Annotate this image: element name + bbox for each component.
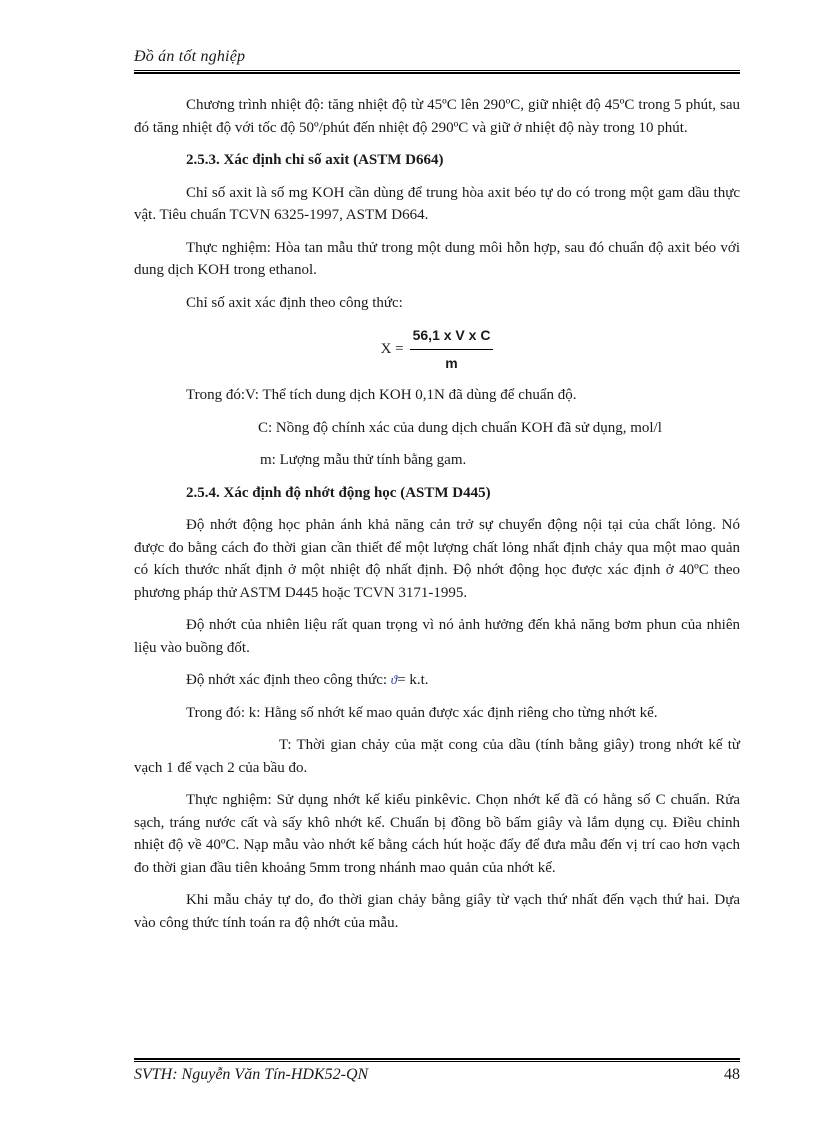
- page-header-title: Đồ án tốt nghiệp: [134, 48, 246, 65]
- formula-fraction: [410, 324, 494, 374]
- paragraph-viscosity-formula: [134, 669, 740, 692]
- where-item-c: C: Nồng độ chính xác của dung dịch chuẩn KOH đã sử dụng, mol/l: [258, 419, 662, 436]
- where-item-v: Trong đó:V: Thể tích dung dịch KOH 0,1N đã dùng để chuẩn độ.: [186, 387, 577, 403]
- paragraph-acid-number-definition: Chỉ số axit là số mg KOH cần dùng để trung hòa axit béo tự do có trong một gam dầu thực vật. Tiêu chuẩn TCVN 6325-1997, ASTM D664.: [134, 184, 740, 223]
- where-item-m: m: Lượng mẫu thử tính bằng gam.: [260, 452, 467, 468]
- paragraph-viscosity-importance: Độ nhớt của nhiên liệu rất quan trọng vì nó ảnh hưởng đến khả năng bơm phun của nhiên liệu vào buồng đốt.: [134, 617, 740, 656]
- where-item-k: Trong đó: k: Hằng số nhớt kế mao quản được xác định riêng cho từng nhớt kế.: [186, 704, 658, 721]
- footer-rule: [134, 1058, 740, 1062]
- page-number: 48: [724, 1066, 740, 1083]
- header-rule: [134, 70, 740, 74]
- paragraph-viscosity-measure: Khi mẫu chảy tự do, đo thời gian chảy bằng giây từ vạch thứ nhất đến vạch thứ hai. Dựa vào công thức tính toán ra độ nhớt của mẫu.: [134, 892, 740, 931]
- paragraph-temperature-program: Chương trình nhiệt độ: tăng nhiệt độ từ 45ºC lên 290ºC, giữ nhiệt độ 45ºC trong 5 phút, sau đó tăng nhiệt độ với tốc độ 50º/phút đến nhiệt độ 290ºC và giữ ở nhiệt độ này trong 10 phút.: [134, 97, 740, 136]
- section-heading-2-5-3: 2.5.3. Xác định chỉ số axit (ASTM D664): [186, 152, 444, 168]
- section-heading-2-5-4: 2.5.4. Xác định độ nhớt động học (ASTM D445): [186, 484, 491, 501]
- page-content: [134, 94, 740, 944]
- paragraph-viscosity-definition: Độ nhớt động học phản ánh khả năng cản trở sự chuyển động nội tại của chất lỏng. Nó được đo bằng cách đo thời gian cần thiết để một lượng chất lỏng nhất định chảy qua một mao quản có kích thước nhất định ở một nhiệt độ nhất định. Độ nhớt động học được xác định ở 40ºC theo phương pháp thử ASTM D445 hoặc TCVN 3171-1995.: [134, 517, 740, 601]
- viscosity-formula-suffix: = k.t.: [397, 672, 429, 688]
- viscosity-symbol: ϑ: [390, 672, 398, 687]
- paragraph-viscosity-experiment: Thực nghiệm: Sử dụng nhớt kế kiểu pinkêvic. Chọn nhớt kế đã có hằng số C chuẩn. Rửa sạch, tráng nước cất và sấy khô nhớt kế. Chuẩn bị đồng bồ bấm giây và lắm dụng cụ. Điều chỉnh nhiệt độ về 40ºC. Nạp mẫu vào nhớt kế bằng cách hút hoặc đẩy để đưa mẫu đến vị trí cao hơn vạch đo thời gian đầu tiên khoảng 5mm trong nhánh mao quản của nhớt kế.: [134, 792, 740, 876]
- formula-lhs: X =: [380, 340, 404, 357]
- acid-number-formula: [134, 324, 740, 374]
- paragraph-acid-experiment: Thực nghiệm: Hòa tan mẫu thử trong một dung môi hỗn hợp, sau đó chuẩn độ axit béo với dung dịch KOH trong ethanol.: [134, 239, 740, 278]
- viscosity-formula-prefix: Độ nhớt xác định theo công thức:: [186, 672, 391, 688]
- footer-author: SVTH: Nguyễn Văn Tín-HDK52-QN: [134, 1066, 369, 1083]
- formula-denominator: m: [445, 354, 458, 371]
- where-item-t: T: Thời gian chảy của mặt cong của dầu (tính bằng giây) trong nhớt kế từ vạch 1 để vạch 2 của bầu đo.: [134, 737, 740, 776]
- formula-numerator: 56,1 x V x C: [412, 327, 491, 343]
- paragraph-acid-formula-intro: Chỉ số axit xác định theo công thức:: [186, 294, 403, 311]
